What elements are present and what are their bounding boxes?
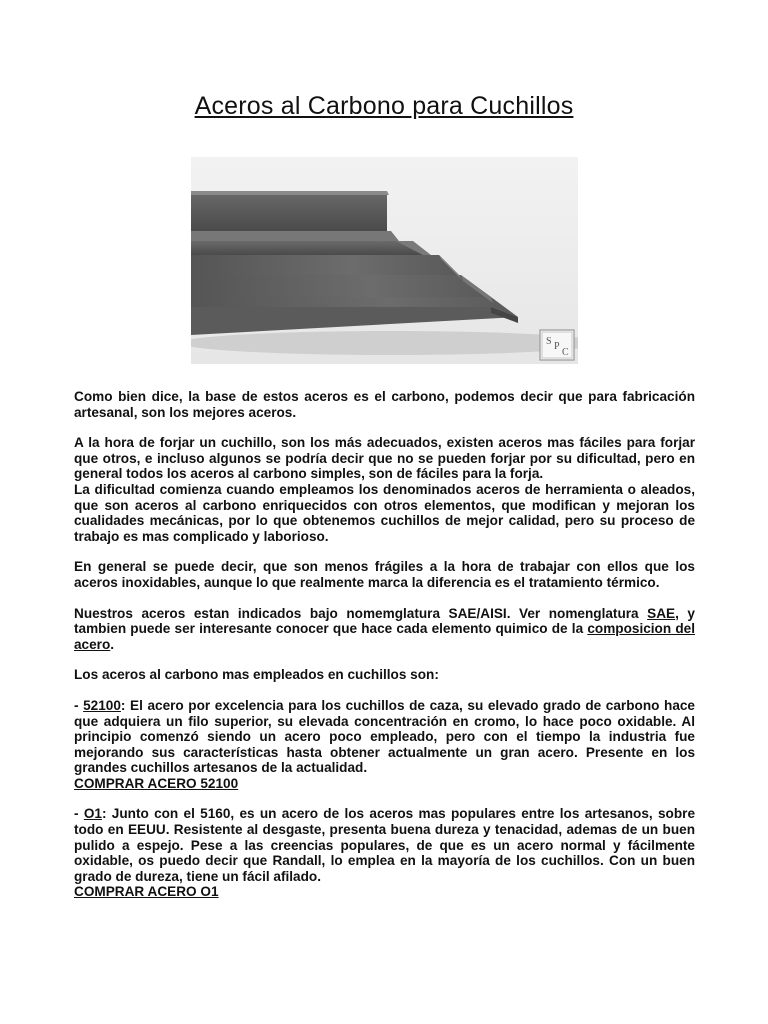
steel-code-o1-link[interactable]: O1	[83, 806, 102, 822]
paragraph-dificultad: La dificultad comienza cuando empleamos los denominados aceros de herramienta o aleados, que son aceros al carbono enriquecidos con otros elementos, que modifican y mejoran los cualidades mecánicas, por lo que obtenemos cuchillos de mejor calidad, pero su proceso de trabajo es mas complicado y laborioso.	[74, 481, 695, 544]
steel-entry-o1	[74, 806, 695, 900]
steel-code-52100-link[interactable]: 52100	[83, 697, 121, 713]
entry-prefix: -	[74, 697, 84, 713]
paragraph-forja: A la hora de forjar un cuchillo, son los más adecuados, existen aceros mas fáciles para forjar que otros, e incluso algunos se podría decir que no se pueden forjar por su dificultad, pero en general todos los aceros al carbono simples, son de fáciles para la forja.	[74, 435, 695, 482]
nomenclatura-text-b: , y tambien puede ser interesante conocer que hace cada elemento quimico de la	[74, 605, 695, 637]
steel-52100-description: : El acero por excelencia para los cuchillos de caza, su elevado grado de carbono hace que adquiera un filo superior, su elevada concentración en cromo, lo hace poco oxidable. Al principio comenzó siendo un acero poco empleado, pero con el tiempo la industria fue mejorando sus características hasta obtener actualmente un gran acero. Presente en los grandes cuchillos artesanos de la actualidad.	[74, 697, 695, 776]
watermark-letter-c: C	[562, 347, 569, 358]
composicion-link[interactable]: composicion del acero	[74, 621, 695, 652]
nomenclatura-text-a: Nuestros aceros estan indicados bajo nomemglatura SAE/AISI. Ver nomenglatura	[74, 605, 648, 621]
steel-bars-photo	[191, 157, 578, 364]
paragraph-intro: Como bien dice, la base de estos aceros es el carbono, podemos decir que para fabricación artesanal, son los mejores aceros.	[74, 389, 695, 420]
article-body	[74, 389, 695, 915]
buy-o1-link[interactable]: COMPRAR ACERO O1	[74, 884, 219, 900]
sae-link[interactable]: SAE	[647, 605, 676, 621]
steel-entry-52100	[74, 698, 695, 792]
buy-52100-link[interactable]: COMPRAR ACERO 52100	[74, 775, 239, 791]
paragraph-nomenclatura	[74, 606, 695, 653]
paragraph-lista-intro: Los aceros al carbono mas empleados en cuchillos son:	[74, 667, 439, 683]
nomenclatura-text-c: .	[110, 636, 115, 652]
paragraph-fragilidad: En general se puede decir, que son menos frágiles a la hora de trabajar con ellos que los aceros inoxidables, aunque lo que realmente marca la diferencia es el tratamiento térmico.	[74, 559, 695, 590]
watermark-letter-s: S	[546, 336, 552, 347]
watermark-letter-p: P	[554, 341, 560, 352]
steel-o1-description: : Junto con el 5160, es un acero de los aceros mas populares entre los artesanos, sobre todo en EEUU. Resistente al desgaste, presenta buena dureza y tenacidad, ademas de un buen pulido a espejo. Pese a las creencias populares, de que es un acero normal y fácilmente oxidable, os puedo decir que Randall, lo emplea en la mayoría de los cuchillos. Con un buen grado de dureza, tiene un fácil afilado.	[74, 806, 696, 884]
steel-bars-illustration	[191, 157, 578, 364]
page-title: Aceros al Carbono para Cuchillos	[194, 92, 574, 120]
entry-prefix: -	[74, 806, 84, 822]
